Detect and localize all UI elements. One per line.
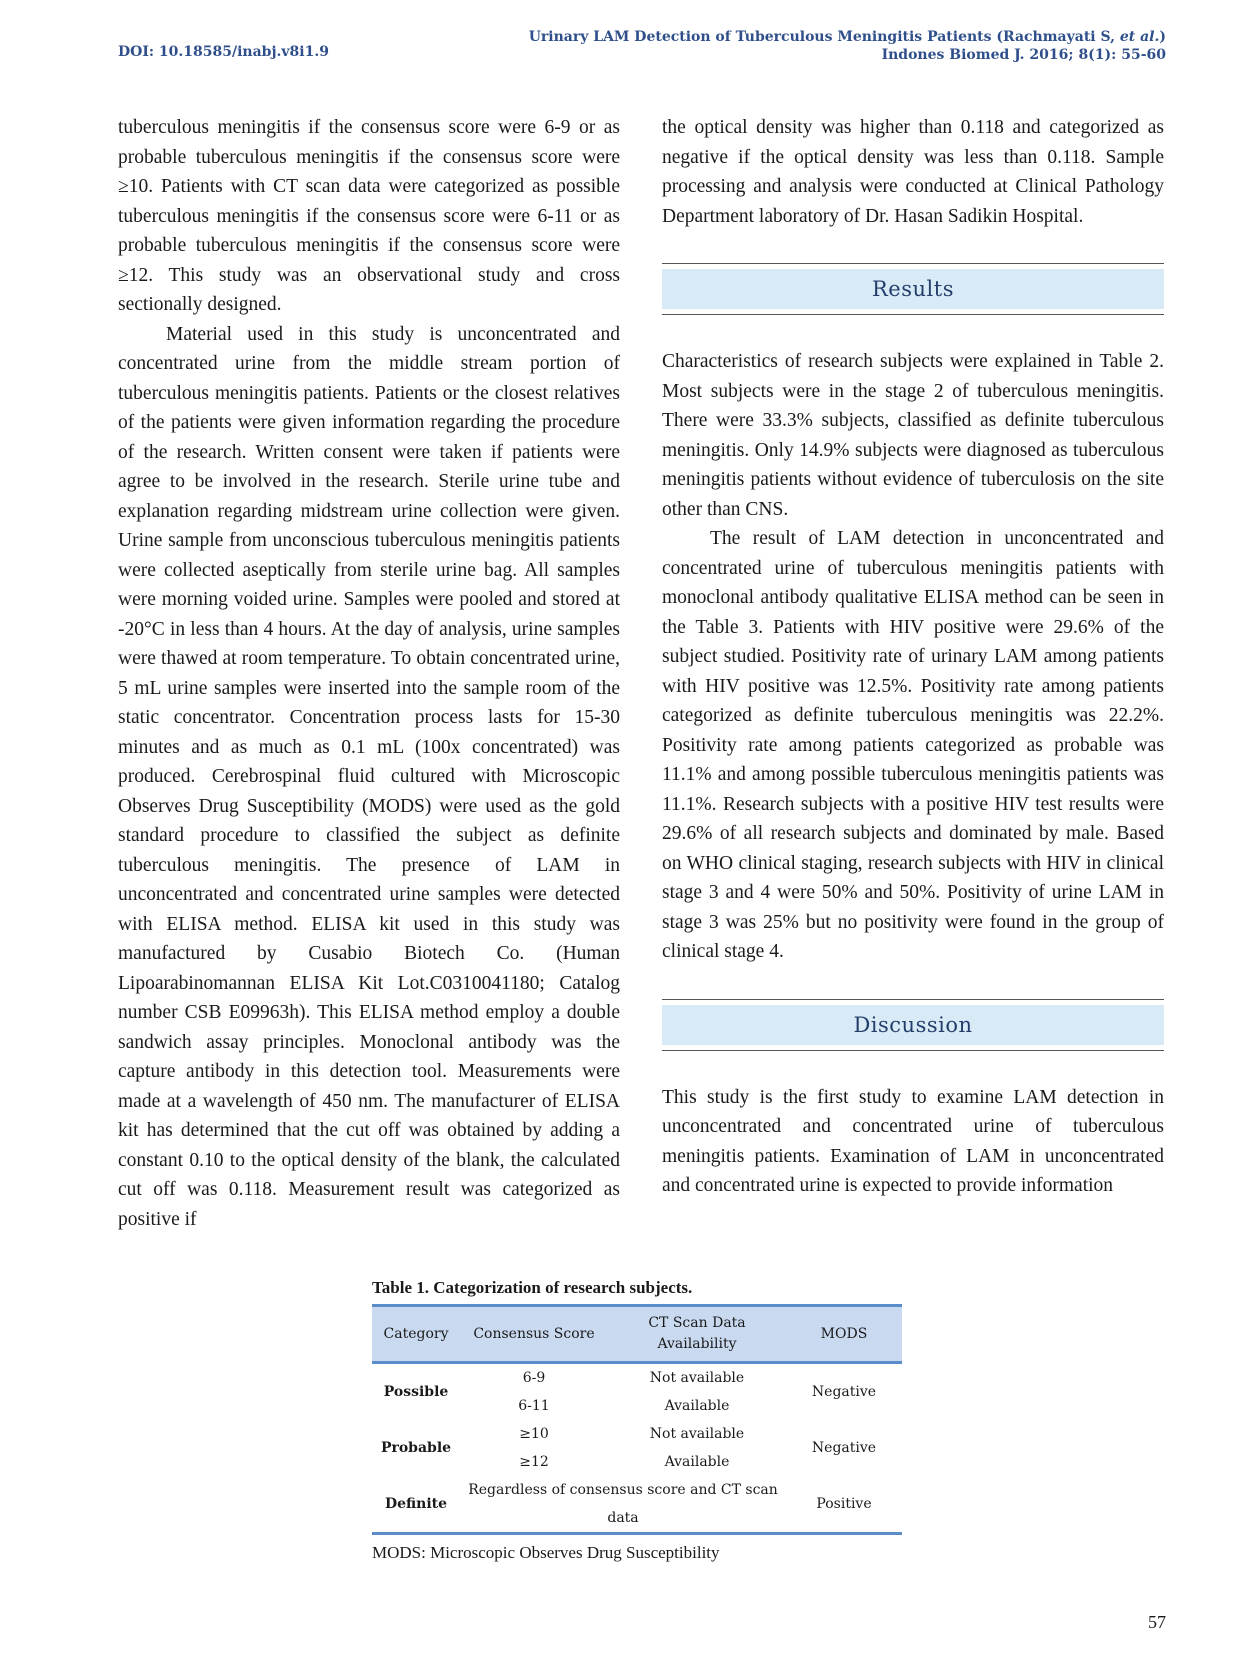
- paragraph-optical-density: the optical density was higher than 0.118 and categorized as negative if the optical density was less than 0.118. Sample processing and analysis were conducted at Clinical Pathology Department laboratory of Dr. Hasan Sadikin Hospital.: [662, 117, 1164, 227]
- cell-ct: Available: [664, 1454, 730, 1470]
- header-mods: MODS: [786, 1306, 902, 1363]
- cell-category-possible: Possible: [383, 1384, 449, 1400]
- categorization-table: [372, 1304, 902, 1535]
- cell-mods: Negative: [811, 1440, 877, 1456]
- table-1: [372, 1278, 902, 1563]
- running-header: [529, 28, 1166, 64]
- cell-category-probable: Probable: [380, 1440, 452, 1456]
- table-caption: Table 1. Categorization of research subjects.: [372, 1278, 693, 1297]
- cell-score: ≥12: [519, 1454, 549, 1470]
- table-row: [372, 1476, 902, 1534]
- journal-citation: Indones Biomed J. 2016; 8(1): 55-60: [881, 47, 1166, 63]
- header-category: Category: [372, 1306, 460, 1363]
- table-header-row: [372, 1306, 902, 1363]
- cell-regardless: Regardless of consensus score and CT scan data: [460, 1476, 786, 1534]
- right-column: [662, 113, 1164, 1201]
- paragraph-discussion: This study is the first study to examine LAM detection in unconcentrated and concentrated urine of tuberculous meningitis patients. Examination of LAM in unconcentrated and concentrated urine is expected to provide information: [662, 1086, 1164, 1196]
- paragraph-lam-results: The result of LAM detection in unconcentrated and concentrated urine of tuberculous meningitis patients with monoclonal antibody qualitative ELISA method can be seen in the Table 3. Patients with HIV positive were 29.6% of the subject studied. Positivity rate of urinary LAM among patients with HIV positive was 12.5%. Positivity rate among patients categorized as definite tuberculous meningitis was 22.2%. Positivity rate among patients categorized as probable was 11.1% and among possible tuberculous meningitis patients was 11.1%. Research subjects with a positive HIV test results were 29.6% of all research subjects and dominated by male. Based on WHO clinical staging, research subjects with HIV in clinical stage 3 and 4 were 50% and 50%. Positivity of urine LAM in stage 3 was 25% but no positivity were found in the group of clinical stage 4.: [662, 528, 1164, 962]
- paragraph-materials: Material used in this study is unconcentrated and concentrated urine from the middle stream portion of tuberculous meningitis patients. Patients or the closest relatives of the patients were given information regarding the procedure of the research. Written consent were taken if patients were agree to be involved in the research. Sterile urine tube and explanation regarding midstream urine collection were given. Urine sample from unconscious tuberculous meningitis patients were collected aseptically from sterile urine bag. All samples were morning voided urine. Samples were pooled and stored at -20°C in less than 4 hours. At the day of analysis, urine samples were thawed at room temperature. To obtain concentrated urine, 5 mL urine samples were inserted into the sample room of the static concentrator. Concentration process lasts for 15-30 minutes and as much as 0.1 mL (100x concentrated) was produced. Cerebrospinal fluid cultured with Microscopic Observes Drug Susceptibility (MODS) were used as the gold standard procedure to classified the subject as definite tuberculous meningitis. The presence of LAM in unconcentrated and concentrated urine samples were detected with ELISA method. ELISA kit used in this study was manufactured by Cusabio Biotech Co. (Human Lipoarabinomannan ELISA Kit Lot.C0310041180; Catalog number CSB E09963h). This ELISA method employ a double sandwich assay principles. Monoclonal antibody was the capture antibody in this detection tool. Measurements were made at a wavelength of 450 nm. The manufacturer of ELISA kit has determined that the cut off was obtained by adding a constant 0.10 to the optical density of the blank, the calculated cut off was 0.118. Measurement result was categorized as positive if: [118, 323, 620, 1230]
- cell-score: 6-9: [522, 1370, 546, 1386]
- cell-mods: Positive: [786, 1476, 902, 1534]
- discussion-section-header: [662, 999, 1164, 1051]
- cell-ct: Available: [664, 1398, 730, 1414]
- table-row: [372, 1420, 902, 1448]
- results-section-header: [662, 263, 1164, 315]
- table-row: [372, 1363, 902, 1393]
- results-heading: Results: [662, 269, 1164, 309]
- cell-category-definite: Definite: [372, 1476, 460, 1534]
- paragraph-consensus: tuberculous meningitis if the consensus score were 6-9 or as probable tuberculous meningitis if the consensus score were ≥10. Patients with CT scan data were categorized as possible tuberculous meningitis if the consensus score were 6-11 or as probable tuberculous meningitis if the consensus score were ≥12. This study was an observational study and cross sectionally designed.: [118, 117, 620, 315]
- page-header: [118, 28, 1166, 68]
- page-number: 57: [1148, 1612, 1166, 1632]
- cell-score: 6-11: [518, 1398, 550, 1414]
- paragraph-characteristics: Characteristics of research subjects were explained in Table 2. Most subjects were in the stage 2 of tuberculous meningitis. There were 33.3% subjects, classified as definite tuberculous meningitis. Only 14.9% subjects were diagnosed as tuberculous meningitis patients without evidence of tuberculosis on the site other than CNS.: [662, 351, 1164, 520]
- cell-score: ≥10: [519, 1426, 549, 1442]
- cell-ct: Not available: [649, 1426, 745, 1442]
- discussion-heading: Discussion: [662, 1005, 1164, 1045]
- header-consensus-score: Consensus Score: [460, 1306, 608, 1363]
- running-title: Urinary LAM Detection of Tuberculous Meningitis Patients (Rachmayati S, et al.): [528, 29, 1166, 45]
- doi-label: DOI: 10.18585/inabj.v8i1.9: [118, 44, 329, 60]
- left-column: [118, 113, 620, 1234]
- header-ct-scan: CT Scan Data Availability: [608, 1306, 786, 1363]
- cell-mods: Negative: [811, 1384, 877, 1400]
- table-footnote: MODS: Microscopic Observes Drug Susceptibility: [372, 1543, 720, 1562]
- cell-ct: Not available: [649, 1370, 745, 1386]
